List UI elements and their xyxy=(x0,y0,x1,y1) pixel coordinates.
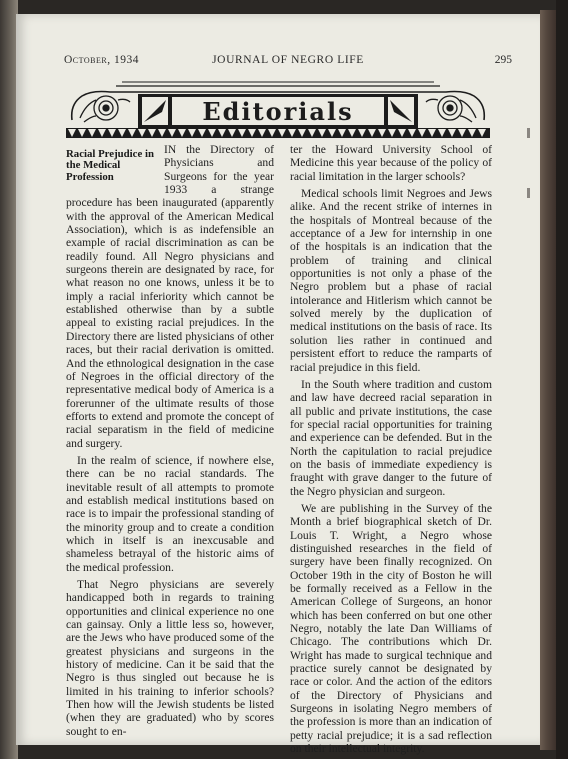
margin-mark xyxy=(527,188,530,198)
paragraph: In the South where tradition and custom and law have decreed racial separation in all public and private institutions, the case for special racial opportunities for training and experience can be defended. But in the North the capitulation to racial prejudice on the basis of immediate expediency is fraught with grave danger to the future of the Negro physician and surgeon. xyxy=(290,377,492,498)
right-scroll-ornament xyxy=(426,96,476,122)
paragraph: We are publishing in the Survey of the Month a brief biographical sketch of Dr. Louis T. Wright, a Negro whose distinguished researches in the field of surgery have been finally recognized. On October 19th in the city of Boston he will be formally received as a Fellow in the American College of Surgeons, an honor which has been conferred on but one other Negro, notably the late Dan Williams of Chicago. The contributions which Dr. Wright has made to surgical technique and practice surely cannot be designated by race or color. And the action of the editors of the Directory of Physicians and Surgeons in isolating Negro members of the profession is more than an indication of petty racial prejudice; it is a sad reflection on their intellectual integrity. xyxy=(290,501,492,756)
right-dark-border xyxy=(556,0,568,759)
paragraph: Medical schools limit Negroes and Jews alike. And the recent strike of internes in the hospitals of Montreal because of the acceptance of a Jew for internship in one of the hospitals is an indication that the problem of training and clinical opportunities is not only a phase of the Negro problem but a phase of racial intolerance and Hitlerism which cannot be solved merely by the duplication of medical institutions on the basis of race. Its solution lies rather in continued and persistent effort to reduce the ramparts of racial prejudice in this field. xyxy=(290,187,492,374)
right-book-cover-edge xyxy=(540,10,556,750)
left-scroll-ornament xyxy=(80,96,130,122)
page-number: 295 xyxy=(494,54,512,66)
banner-title: Editorials xyxy=(202,97,354,126)
running-head xyxy=(64,54,512,70)
side-heading: Racial Prejudice in the Medical Profession xyxy=(66,148,154,183)
paragraph: In the realm of science, if nowhere else, there can be no racial standards. The inevitable result of all attempts to promote and establish medical institutions based on race is to impair the professional standing of the minority group and to create a condition which in itself is an inexcusable and shameless betrayal of the historic aims of the medical profession. xyxy=(66,453,274,574)
paragraph xyxy=(66,143,274,450)
paragraph-text: IN the Directory of Physicians and Surgeons for the year 1933 a strange procedure has been inaugurated (apparently with the approval of the American Medical Association), which is as indefensible an example of racial discrimination as can be readily found. All Negro physicians and surgeons therein are designated by race, for what reason no one knows, unless it be to imply a racial inferiority which cannot be established otherwise than by a subtle appeal to existing racial prejudices. In the Directory there are listed physicians of other races, but their racial derivation is omitted. And the ethnological designation in the case of Negroes in the official directory of the representative medical body of America is a forerunner of the ultimate results of those efforts to extend and promote the concept of racial separatism in the field of medicine and surgery. xyxy=(66,143,274,450)
right-column xyxy=(290,143,492,755)
paragraph: That Negro physicians are severely handicapped both in regards to training opportunities and clinical experience no one can gainsay. Only a little less so, however, are the Jews who have produced some of the greatest physicians and surgeons in the history of medicine. Can it be said that the Negro is thus singled out because he is limited in his training to inferior schools? Then how will the Jewish students be listed (when they are graduated) who by scores sought to en- xyxy=(66,578,274,738)
left-column xyxy=(66,143,274,738)
editorials-banner xyxy=(66,76,490,140)
paragraph: ter the Howard University School of Medicine this year because of the policy of racial limitation in the larger schools? xyxy=(290,143,492,183)
issue-date: October, 1934 xyxy=(64,54,139,66)
margin-mark xyxy=(527,128,530,138)
journal-title: JOURNAL OF NEGRO LIFE xyxy=(212,54,364,66)
